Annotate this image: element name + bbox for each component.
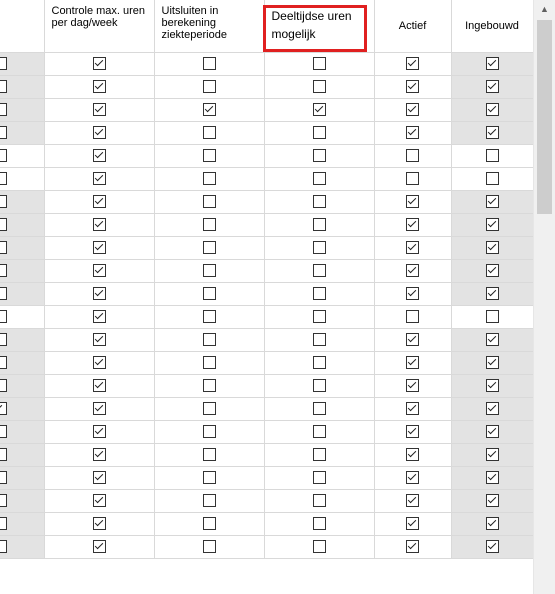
table-row	[0, 75, 533, 98]
checkbox-active[interactable]	[406, 241, 419, 254]
checkbox-active[interactable]	[406, 425, 419, 438]
checkbox-active[interactable]	[406, 103, 419, 116]
cell-max_hours	[44, 374, 154, 397]
cell-builtin	[451, 328, 533, 351]
checkbox-active[interactable]	[406, 448, 419, 461]
table-row	[0, 535, 533, 558]
cell-part_time	[264, 305, 374, 328]
cell-builtin	[451, 351, 533, 374]
checkbox-exclude_sick[interactable]	[203, 57, 216, 70]
cell-active	[374, 213, 451, 236]
checkbox-builtin[interactable]	[486, 471, 499, 484]
checkbox-part_time[interactable]	[313, 448, 326, 461]
table-row	[0, 98, 533, 121]
checkbox-partial[interactable]	[0, 333, 7, 346]
cell-partial	[0, 443, 44, 466]
checkbox-active[interactable]	[406, 471, 419, 484]
checkbox-partial[interactable]	[0, 379, 7, 392]
cell-builtin	[451, 121, 533, 144]
cell-builtin	[451, 535, 533, 558]
cell-partial	[0, 420, 44, 443]
checkbox-builtin[interactable]	[486, 310, 499, 323]
cell-exclude_sick	[154, 75, 264, 98]
cell-exclude_sick	[154, 466, 264, 489]
cell-max_hours	[44, 420, 154, 443]
column-header-part-time-label: Deeltijdse uren mogelijk	[271, 9, 352, 41]
cell-active	[374, 98, 451, 121]
checkbox-builtin[interactable]	[486, 218, 499, 231]
checkbox-exclude_sick[interactable]	[203, 126, 216, 139]
cell-max_hours	[44, 397, 154, 420]
table-row	[0, 167, 533, 190]
cell-exclude_sick	[154, 512, 264, 535]
checkbox-builtin[interactable]	[486, 517, 499, 530]
checkbox-builtin[interactable]	[486, 172, 499, 185]
checkbox-active[interactable]	[406, 356, 419, 369]
checkbox-exclude_sick[interactable]	[203, 517, 216, 530]
cell-part_time	[264, 75, 374, 98]
scrollbar-thumb[interactable]	[537, 20, 552, 214]
cell-part_time	[264, 236, 374, 259]
checkbox-exclude_sick[interactable]	[203, 471, 216, 484]
cell-partial	[0, 213, 44, 236]
cell-partial	[0, 167, 44, 190]
table-row	[0, 328, 533, 351]
checkbox-exclude_sick[interactable]	[203, 80, 216, 93]
cell-max_hours	[44, 466, 154, 489]
checkbox-active[interactable]	[406, 172, 419, 185]
cell-builtin	[451, 397, 533, 420]
cell-max_hours	[44, 328, 154, 351]
checkbox-active[interactable]	[406, 57, 419, 70]
table-row	[0, 259, 533, 282]
grid-body	[0, 52, 533, 558]
cell-active	[374, 259, 451, 282]
checkbox-part_time[interactable]	[313, 264, 326, 277]
column-header-partial[interactable]	[0, 0, 44, 52]
checkbox-exclude_sick[interactable]	[203, 540, 216, 553]
cell-active	[374, 236, 451, 259]
vertical-scrollbar[interactable]	[533, 0, 555, 594]
cell-part_time	[264, 121, 374, 144]
cell-partial	[0, 144, 44, 167]
cell-max_hours	[44, 98, 154, 121]
checkbox-active[interactable]	[406, 379, 419, 392]
table-row	[0, 397, 533, 420]
checkbox-partial[interactable]	[0, 448, 7, 461]
checkbox-active[interactable]	[406, 494, 419, 507]
cell-partial	[0, 282, 44, 305]
checkbox-builtin[interactable]	[486, 126, 499, 139]
cell-partial	[0, 351, 44, 374]
cell-exclude_sick	[154, 305, 264, 328]
cell-builtin	[451, 52, 533, 75]
cell-part_time	[264, 489, 374, 512]
cell-part_time	[264, 420, 374, 443]
table-row	[0, 144, 533, 167]
checkbox-part_time[interactable]	[313, 80, 326, 93]
cell-builtin	[451, 305, 533, 328]
cell-active	[374, 466, 451, 489]
cell-builtin	[451, 259, 533, 282]
cell-builtin	[451, 420, 533, 443]
checkbox-active[interactable]	[406, 149, 419, 162]
cell-exclude_sick	[154, 282, 264, 305]
cell-part_time	[264, 144, 374, 167]
checkbox-builtin[interactable]	[486, 149, 499, 162]
checkbox-max_hours[interactable]	[93, 471, 106, 484]
cell-part_time	[264, 328, 374, 351]
cell-exclude_sick	[154, 397, 264, 420]
cell-partial	[0, 328, 44, 351]
checkbox-partial[interactable]	[0, 402, 7, 415]
checkbox-active[interactable]	[406, 218, 419, 231]
cell-part_time	[264, 443, 374, 466]
checkbox-builtin[interactable]	[486, 241, 499, 254]
cell-active	[374, 397, 451, 420]
cell-partial	[0, 121, 44, 144]
cell-active	[374, 489, 451, 512]
checkbox-exclude_sick[interactable]	[203, 103, 216, 116]
checkbox-builtin[interactable]	[486, 57, 499, 70]
cell-partial	[0, 535, 44, 558]
cell-partial	[0, 75, 44, 98]
cell-max_hours	[44, 443, 154, 466]
checkbox-max_hours[interactable]	[93, 195, 106, 208]
table-row	[0, 121, 533, 144]
checkbox-part_time[interactable]	[313, 310, 326, 323]
checkbox-part_time[interactable]	[313, 287, 326, 300]
checkbox-exclude_sick[interactable]	[203, 287, 216, 300]
checkbox-partial[interactable]	[0, 172, 7, 185]
cell-part_time	[264, 397, 374, 420]
checkbox-active[interactable]	[406, 195, 419, 208]
checkbox-part_time[interactable]	[313, 172, 326, 185]
cell-exclude_sick	[154, 213, 264, 236]
checkbox-exclude_sick[interactable]	[203, 333, 216, 346]
cell-active	[374, 52, 451, 75]
checkbox-exclude_sick[interactable]	[203, 218, 216, 231]
table-row	[0, 190, 533, 213]
table-row	[0, 489, 533, 512]
cell-max_hours	[44, 144, 154, 167]
checkbox-part_time[interactable]	[313, 126, 326, 139]
cell-exclude_sick	[154, 420, 264, 443]
cell-builtin	[451, 443, 533, 466]
checkbox-partial[interactable]	[0, 80, 7, 93]
cell-builtin	[451, 282, 533, 305]
cell-exclude_sick	[154, 144, 264, 167]
cell-active	[374, 190, 451, 213]
checkbox-partial[interactable]	[0, 126, 7, 139]
checkbox-part_time[interactable]	[313, 540, 326, 553]
checkbox-partial[interactable]	[0, 356, 7, 369]
cell-builtin	[451, 489, 533, 512]
checkbox-builtin[interactable]	[486, 448, 499, 461]
checkbox-builtin[interactable]	[486, 333, 499, 346]
table-row	[0, 374, 533, 397]
checkbox-partial[interactable]	[0, 103, 7, 116]
checkbox-part_time[interactable]	[313, 379, 326, 392]
checkbox-exclude_sick[interactable]	[203, 425, 216, 438]
cell-partial	[0, 98, 44, 121]
cell-partial	[0, 236, 44, 259]
cell-active	[374, 374, 451, 397]
checkbox-max_hours[interactable]	[93, 333, 106, 346]
cell-active	[374, 144, 451, 167]
cell-part_time	[264, 52, 374, 75]
table-row	[0, 305, 533, 328]
column-header-active[interactable]: Actief	[374, 0, 451, 52]
cell-active	[374, 121, 451, 144]
cell-active	[374, 443, 451, 466]
checkbox-active[interactable]	[406, 402, 419, 415]
cell-max_hours	[44, 236, 154, 259]
checkbox-part_time[interactable]	[313, 356, 326, 369]
cell-active	[374, 420, 451, 443]
cell-exclude_sick	[154, 121, 264, 144]
checkbox-part_time[interactable]	[313, 57, 326, 70]
checkbox-builtin[interactable]	[486, 287, 499, 300]
table-row	[0, 466, 533, 489]
cell-partial	[0, 397, 44, 420]
checkbox-max_hours[interactable]	[93, 218, 106, 231]
checkbox-exclude_sick[interactable]	[203, 379, 216, 392]
table-row	[0, 52, 533, 75]
cell-exclude_sick	[154, 535, 264, 558]
checkbox-part_time[interactable]	[313, 218, 326, 231]
cell-active	[374, 512, 451, 535]
cell-max_hours	[44, 351, 154, 374]
checkbox-partial[interactable]	[0, 241, 7, 254]
checkbox-max_hours[interactable]	[93, 402, 106, 415]
checkbox-exclude_sick[interactable]	[203, 356, 216, 369]
checkbox-builtin[interactable]	[486, 264, 499, 277]
checkbox-active[interactable]	[406, 287, 419, 300]
checkbox-builtin[interactable]	[486, 80, 499, 93]
checkbox-exclude_sick[interactable]	[203, 402, 216, 415]
cell-builtin	[451, 236, 533, 259]
checkbox-part_time[interactable]	[313, 333, 326, 346]
cell-part_time	[264, 374, 374, 397]
checkbox-exclude_sick[interactable]	[203, 310, 216, 323]
checkbox-exclude_sick[interactable]	[203, 195, 216, 208]
checkbox-max_hours[interactable]	[93, 172, 106, 185]
cell-max_hours	[44, 167, 154, 190]
checkbox-builtin[interactable]	[486, 540, 499, 553]
cell-active	[374, 75, 451, 98]
column-header-part-time[interactable]	[264, 0, 374, 52]
checkbox-max_hours[interactable]	[93, 126, 106, 139]
checkbox-builtin[interactable]	[486, 425, 499, 438]
cell-partial	[0, 489, 44, 512]
checkbox-active[interactable]	[406, 80, 419, 93]
checkbox-active[interactable]	[406, 540, 419, 553]
cell-max_hours	[44, 213, 154, 236]
cell-exclude_sick	[154, 374, 264, 397]
checkbox-builtin[interactable]	[486, 379, 499, 392]
checkbox-max_hours[interactable]	[93, 241, 106, 254]
checkbox-active[interactable]	[406, 310, 419, 323]
cell-exclude_sick	[154, 328, 264, 351]
checkbox-part_time[interactable]	[313, 103, 326, 116]
checkbox-max_hours[interactable]	[93, 103, 106, 116]
cell-max_hours	[44, 282, 154, 305]
column-header-builtin[interactable]: Ingebouwd	[451, 0, 533, 52]
cell-exclude_sick	[154, 236, 264, 259]
checkbox-max_hours[interactable]	[93, 494, 106, 507]
cell-part_time	[264, 351, 374, 374]
checkbox-max_hours[interactable]	[93, 80, 106, 93]
cell-active	[374, 328, 451, 351]
cell-active	[374, 351, 451, 374]
checkbox-partial[interactable]	[0, 287, 7, 300]
checkbox-max_hours[interactable]	[93, 448, 106, 461]
checkbox-max_hours[interactable]	[93, 356, 106, 369]
cell-max_hours	[44, 121, 154, 144]
cell-exclude_sick	[154, 52, 264, 75]
cell-builtin	[451, 167, 533, 190]
checkbox-max_hours[interactable]	[93, 149, 106, 162]
checkbox-builtin[interactable]	[486, 356, 499, 369]
cell-builtin	[451, 466, 533, 489]
checkbox-exclude_sick[interactable]	[203, 264, 216, 277]
cell-part_time	[264, 512, 374, 535]
cell-max_hours	[44, 489, 154, 512]
checkbox-part_time[interactable]	[313, 149, 326, 162]
cell-active	[374, 535, 451, 558]
cell-exclude_sick	[154, 190, 264, 213]
checkbox-part_time[interactable]	[313, 402, 326, 415]
checkbox-part_time[interactable]	[313, 241, 326, 254]
table-row	[0, 282, 533, 305]
cell-active	[374, 305, 451, 328]
cell-partial	[0, 52, 44, 75]
cell-builtin	[451, 144, 533, 167]
checkbox-active[interactable]	[406, 517, 419, 530]
checkbox-active[interactable]	[406, 333, 419, 346]
checkbox-builtin[interactable]	[486, 494, 499, 507]
cell-builtin	[451, 512, 533, 535]
cell-part_time	[264, 259, 374, 282]
checkbox-active[interactable]	[406, 264, 419, 277]
cell-part_time	[264, 466, 374, 489]
checkbox-exclude_sick[interactable]	[203, 149, 216, 162]
checkbox-max_hours[interactable]	[93, 425, 106, 438]
column-header-exclude-sick[interactable]: Uitsluiten in berekening ziekteperiode	[154, 0, 264, 52]
checkbox-exclude_sick[interactable]	[203, 494, 216, 507]
cell-partial	[0, 512, 44, 535]
cell-max_hours	[44, 305, 154, 328]
cell-part_time	[264, 167, 374, 190]
cell-partial	[0, 374, 44, 397]
cell-builtin	[451, 213, 533, 236]
checkbox-exclude_sick[interactable]	[203, 172, 216, 185]
checkbox-builtin[interactable]	[486, 103, 499, 116]
cell-part_time	[264, 190, 374, 213]
cell-exclude_sick	[154, 489, 264, 512]
checkbox-max_hours[interactable]	[93, 379, 106, 392]
checkbox-partial[interactable]	[0, 149, 7, 162]
column-header-max-hours[interactable]: Controle max. uren per dag/week	[44, 0, 154, 52]
checkbox-max_hours[interactable]	[93, 517, 106, 530]
checkbox-exclude_sick[interactable]	[203, 241, 216, 254]
cell-max_hours	[44, 52, 154, 75]
checkbox-partial[interactable]	[0, 218, 7, 231]
cell-part_time	[264, 213, 374, 236]
up-arrow-icon[interactable]: ▲	[540, 4, 549, 14]
table-row	[0, 236, 533, 259]
cell-exclude_sick	[154, 351, 264, 374]
checkbox-builtin[interactable]	[486, 195, 499, 208]
table-row	[0, 351, 533, 374]
cell-part_time	[264, 535, 374, 558]
checkbox-max_hours[interactable]	[93, 57, 106, 70]
cell-partial	[0, 305, 44, 328]
cell-exclude_sick	[154, 259, 264, 282]
cell-max_hours	[44, 535, 154, 558]
cell-builtin	[451, 75, 533, 98]
cell-active	[374, 167, 451, 190]
checkbox-max_hours[interactable]	[93, 310, 106, 323]
highlight-box	[263, 5, 367, 52]
cell-exclude_sick	[154, 98, 264, 121]
cell-exclude_sick	[154, 167, 264, 190]
cell-partial	[0, 466, 44, 489]
checkbox-partial[interactable]	[0, 471, 7, 484]
checkbox-part_time[interactable]	[313, 195, 326, 208]
checkbox-partial[interactable]	[0, 425, 7, 438]
table-row	[0, 443, 533, 466]
cell-part_time	[264, 282, 374, 305]
checkbox-partial[interactable]	[0, 310, 7, 323]
checkbox-partial[interactable]	[0, 264, 7, 277]
checkbox-max_hours[interactable]	[93, 540, 106, 553]
cell-max_hours	[44, 75, 154, 98]
checkbox-part_time[interactable]	[313, 517, 326, 530]
checkbox-partial[interactable]	[0, 57, 7, 70]
checkbox-partial[interactable]	[0, 494, 7, 507]
cell-active	[374, 282, 451, 305]
cell-partial	[0, 190, 44, 213]
checkbox-active[interactable]	[406, 126, 419, 139]
cell-builtin	[451, 190, 533, 213]
cell-max_hours	[44, 259, 154, 282]
checkbox-exclude_sick[interactable]	[203, 448, 216, 461]
checkbox-part_time[interactable]	[313, 471, 326, 484]
cell-exclude_sick	[154, 443, 264, 466]
checkbox-part_time[interactable]	[313, 425, 326, 438]
checkbox-partial[interactable]	[0, 517, 7, 530]
cell-max_hours	[44, 190, 154, 213]
cell-max_hours	[44, 512, 154, 535]
table-row	[0, 213, 533, 236]
cell-part_time	[264, 98, 374, 121]
table-row	[0, 512, 533, 535]
checkbox-partial[interactable]	[0, 195, 7, 208]
checkbox-max_hours[interactable]	[93, 287, 106, 300]
cell-builtin	[451, 374, 533, 397]
cell-partial	[0, 259, 44, 282]
checkbox-max_hours[interactable]	[93, 264, 106, 277]
checkbox-partial[interactable]	[0, 540, 7, 553]
table-row	[0, 420, 533, 443]
cell-builtin	[451, 98, 533, 121]
header-row	[0, 0, 533, 52]
checkbox-part_time[interactable]	[313, 494, 326, 507]
checkbox-builtin[interactable]	[486, 402, 499, 415]
